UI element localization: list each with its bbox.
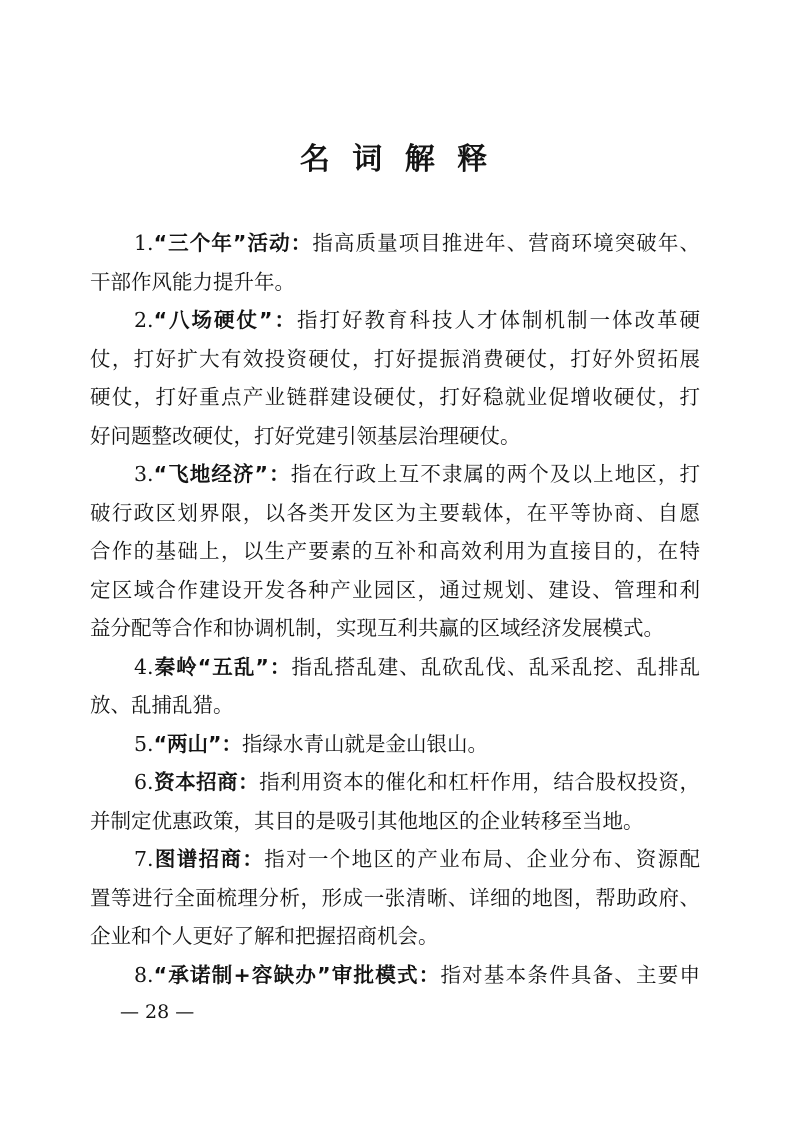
entry-definition-line: 合作的基础上，以生产要素的互补和高效利用为直接目的，在特 — [90, 539, 700, 563]
glossary-entry-6 — [90, 763, 700, 840]
entry-definition-text: 指高质量项目推进年、营商环境突破年、 — [312, 231, 701, 255]
page-number: — 28 — — [120, 1001, 195, 1023]
entry-line — [90, 725, 700, 764]
entry-number: 3. — [134, 462, 154, 486]
entry-definition-text: 指利用资本的催化和杠杆作用，结合股权投资， — [259, 770, 701, 794]
entry-term: “三个年”活动： — [153, 231, 313, 255]
glossary-entry-8 — [90, 956, 700, 995]
entry-number: 8. — [134, 962, 154, 987]
entry-line — [90, 224, 700, 263]
entry-definition-text: 指对基本条件具备、主要申 — [440, 962, 701, 987]
glossary-entry-4 — [90, 648, 700, 725]
entry-term: 秦岭“五乱”： — [153, 654, 292, 679]
entry-term: 图谱招商： — [153, 847, 265, 871]
entry-number: 4. — [134, 654, 154, 679]
entry-line — [90, 840, 700, 879]
entry-term: “两山”： — [153, 731, 243, 756]
entry-term: “飞地经济”： — [153, 462, 291, 486]
entry-line — [90, 956, 700, 995]
glossary-entry-7 — [90, 840, 700, 956]
entry-term: “承诺制+容缺办”审批模式： — [153, 962, 441, 987]
entry-definition-text: 指绿水青山就是金山银山。 — [242, 731, 489, 756]
entry-definition-line: 干部作风能力提升年。 — [90, 269, 295, 294]
entry-definition-line: 益分配等合作和协调机制，实现互利共赢的区域经济发展模式。 — [90, 616, 664, 640]
glossary-entry-1 — [90, 224, 700, 301]
glossary-entry-3 — [90, 455, 700, 648]
glossary-entry-5 — [90, 725, 700, 764]
entry-number: 7. — [134, 847, 154, 871]
entry-number: 2. — [134, 308, 154, 332]
entry-definition-text: 指在行政上互不隶属的两个及以上地区，打 — [290, 462, 701, 486]
entry-line — [90, 648, 700, 687]
entry-term: 资本招商： — [153, 770, 260, 794]
entry-definition-text: 指对一个地区的产业布局、企业分布、资源配 — [264, 847, 701, 871]
entry-definition-line: 并制定优惠政策，其目的是吸引其他地区的企业转移至当地。 — [90, 808, 644, 833]
page-title: 名 词 解 释 — [299, 142, 494, 177]
entries-list — [90, 224, 700, 994]
entry-definition-line: 企业和个人更好了解和把握招商机会。 — [90, 924, 439, 948]
entry-definition-line: 置等进行全面梳理分析，形成一张清晰、详细的地图，帮助政府、 — [90, 885, 700, 910]
entry-definition-line: 好问题整改硬仗，打好党建引领基层治理硬仗。 — [90, 423, 521, 448]
entry-number: 5. — [134, 731, 154, 756]
entry-definition-line: 仗，打好扩大有效投资硬仗，打好提振消费硬仗，打好外贸拓展 — [90, 346, 700, 371]
glossary-entry-2 — [90, 301, 700, 455]
entry-definition-line: 定区域合作建设开发各种产业园区，通过规划、建设、管理和利 — [90, 577, 700, 602]
entry-line — [90, 763, 700, 802]
entry-definition-text: 指打好教育科技人才体制机制一体改革硬 — [297, 308, 701, 332]
entry-line — [90, 455, 700, 494]
entry-number: 1. — [134, 231, 154, 255]
entry-definition-text: 指乱搭乱建、乱砍乱伐、乱采乱挖、乱排乱 — [291, 654, 700, 679]
entry-definition-line: 放、乱捕乱猎。 — [90, 693, 234, 717]
entry-definition-line: 破行政区划界限，以各类开发区为主要载体，在平等协商、自愿 — [90, 500, 700, 525]
entry-definition-line: 硬仗，打好重点产业链群建设硬仗，打好稳就业促增收硬仗，打 — [90, 385, 700, 409]
entry-term: “八场硬仗”： — [153, 308, 298, 332]
entry-line — [90, 301, 700, 340]
entry-number: 6. — [134, 770, 154, 794]
